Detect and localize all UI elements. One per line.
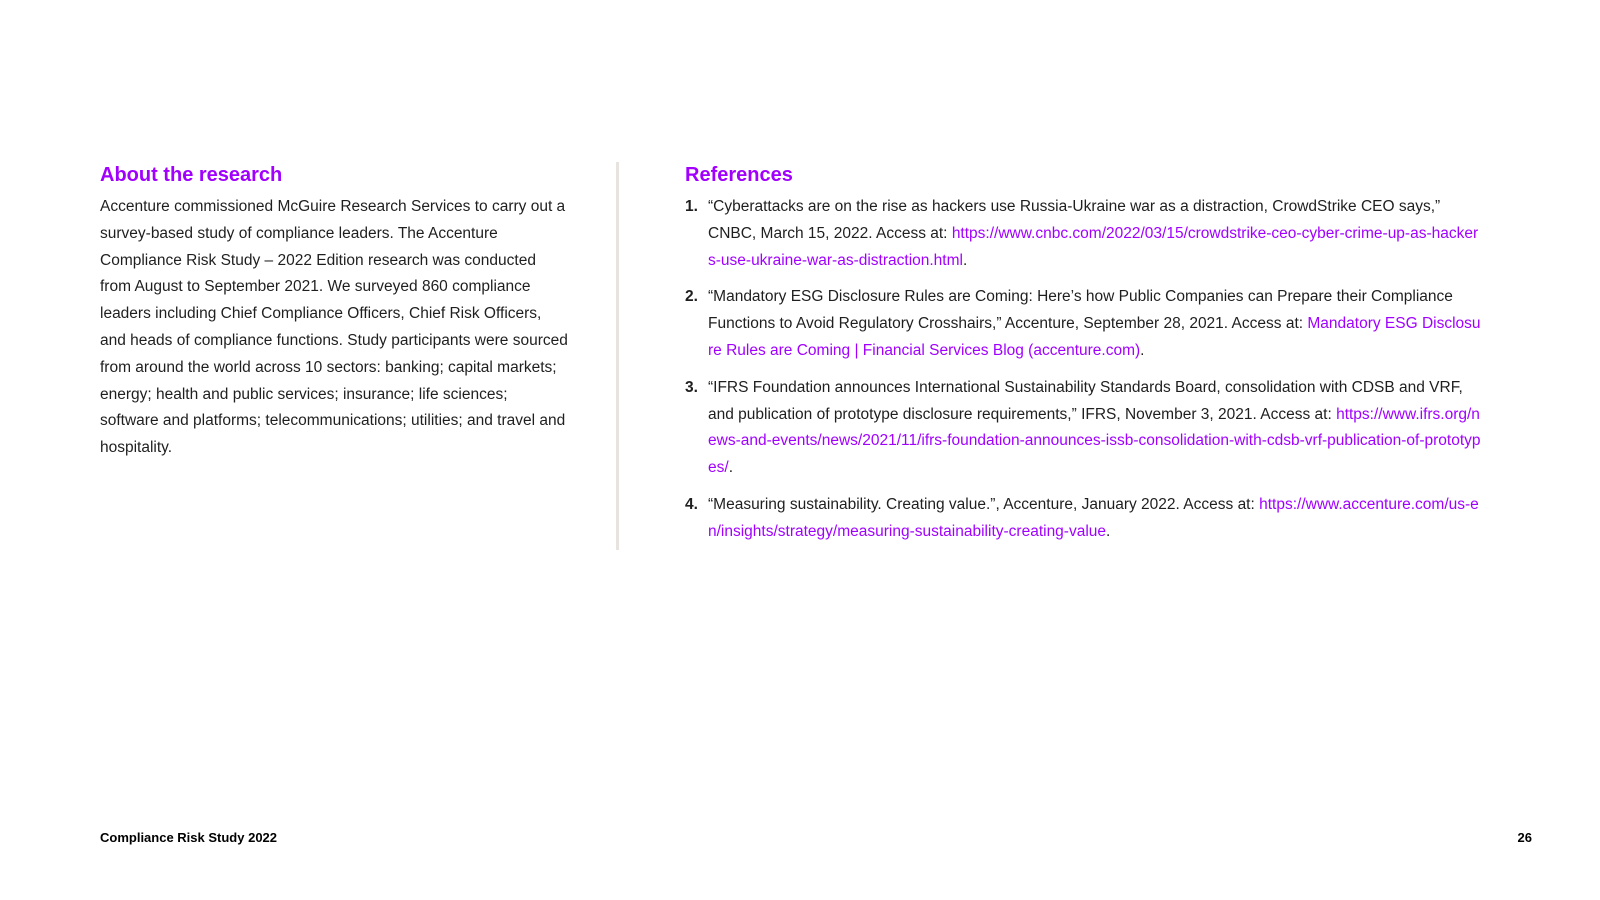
references-list: [685, 194, 1485, 546]
footer-title: Compliance Risk Study 2022: [100, 830, 278, 845]
reference-number: 2.: [685, 288, 698, 306]
column-divider: [616, 162, 619, 550]
about-title: About the research: [100, 164, 283, 186]
reference-end: .: [728, 459, 733, 477]
references-title: References: [685, 164, 793, 186]
reference-number: 4.: [685, 495, 698, 513]
reference-number: 1.: [685, 198, 698, 215]
reference-link[interactable]: https://www.accenture.com/us-en/insights/strategy/measuring-sustainability-creating-value: [708, 495, 1479, 540]
page-number: 26: [1517, 830, 1532, 845]
reference-text: “Measuring sustainability. Creating value.”, Accenture, January 2022. Access at:: [708, 495, 1260, 513]
reference-end: .: [962, 251, 968, 269]
reference-text: “Mandatory ESG Disclosure Rules are Coming: Here’s how Public Companies can Prepare their Compliance Functions to Avoid Regulatory Crosshairs,” Accenture, September 28, 2021. Access at:: [708, 288, 1453, 333]
reference-text: “IFRS Foundation announces International Sustainability Standards Board, consolidation with CDSB and VRF, and publication of prototype disclosure requirements,” IFRS, November 3, 2021. Access at:: [708, 378, 1463, 423]
reference-item: [685, 375, 1485, 482]
references-section: [685, 162, 1485, 556]
reference-text: “Cyberattacks are on the rise as hackers use Russia-Ukraine war as a distraction, CrowdStrike CEO says,” CNBC, March 15, 2022. Access at:: [708, 198, 1441, 242]
reference-item: [685, 284, 1485, 364]
about-body: Accenture commissioned McGuire Research Services to carry out a survey-based study of compliance leaders. The Accenture Compliance Risk Study – 2022 Edition research was conducted from August to September 2021. We surveyed 860 compliance leaders including Chief Compliance Officers, Chief Risk Officers, and heads of compliance functions. Study participants were sourced from around the world across 10 sectors: banking; capital markets; energy; health and public services; insurance; life sciences; software and platforms; telecommunications; utilities; and travel and hospitality.: [100, 198, 568, 457]
reference-link[interactable]: https://www.cnbc.com/2022/03/15/crowdstrike-ceo-cyber-crime-up-as-hackers-use-ukraine-war-as-distraction.html: [708, 224, 1479, 269]
reference-end: .: [1140, 341, 1145, 359]
reference-link[interactable]: Mandatory ESG Disclosure Rules are Coming | Financial Services Blog (accenture.com): [708, 315, 1481, 359]
about-section: [100, 162, 570, 462]
reference-number: 3.: [685, 378, 698, 396]
reference-link[interactable]: https://www.ifrs.org/news-and-events/news/2021/11/ifrs-foundation-announces-issb-consolidation-with-cdsb-vrf-publication-of-prototypes/: [708, 405, 1481, 477]
reference-item: [685, 492, 1485, 546]
reference-end: .: [1106, 522, 1111, 540]
reference-item: [685, 194, 1485, 274]
